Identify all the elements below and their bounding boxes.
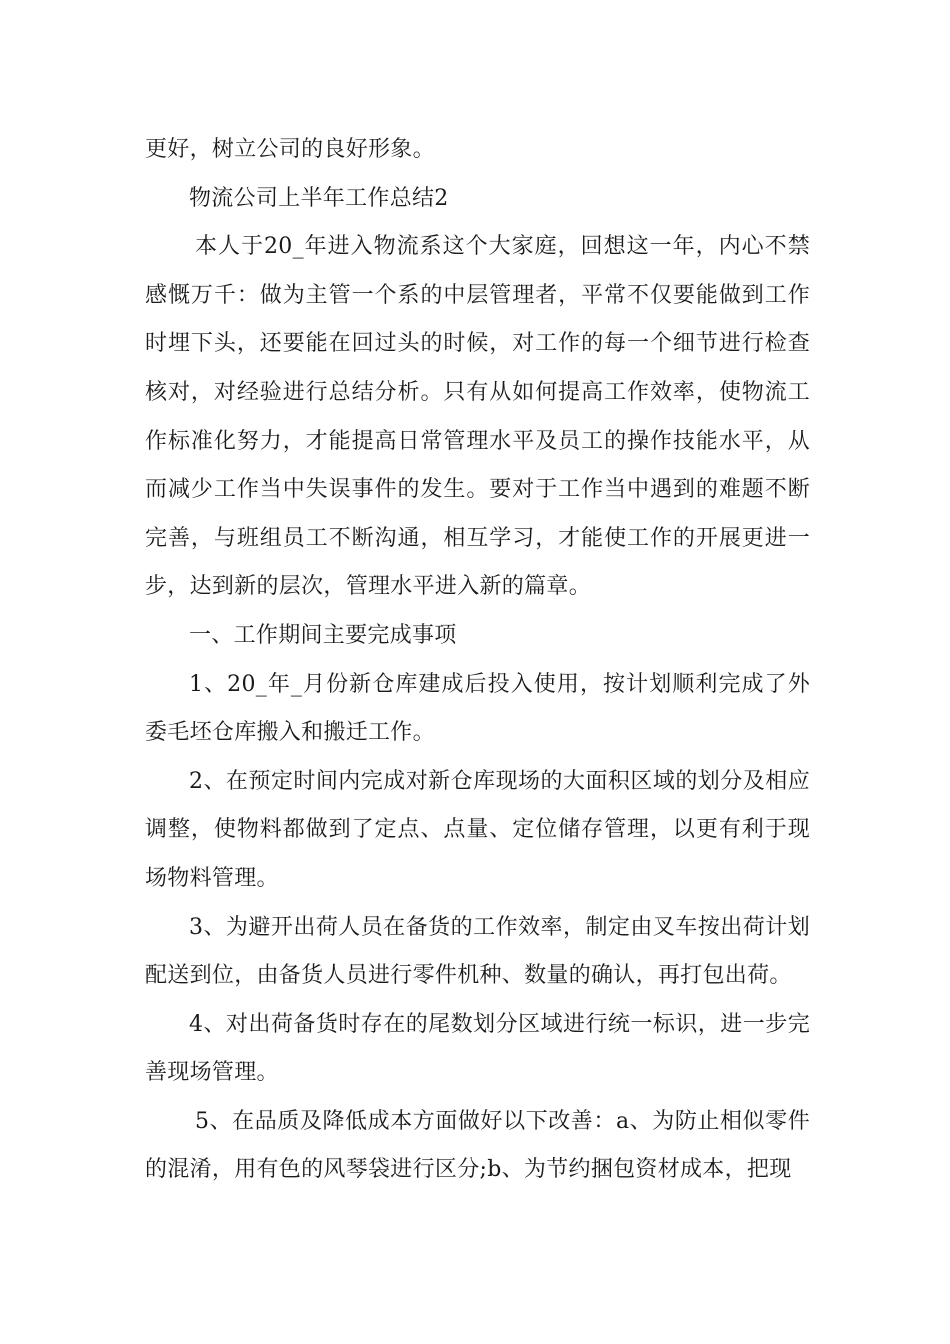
paragraph-continuation: 更好，树立公司的良好形象。	[145, 137, 435, 162]
list-item-2: 2、在预定时间内完成对新仓库现场的大面积区域的划分及相应调整，使物料都做到了定点、点量、定位储存管理，以更有利于现场物料管理。	[145, 768, 810, 891]
list-item-4: 4、对出荷备货时存在的尾数划分区域进行统一标识，进一步完善现场管理。	[145, 1011, 810, 1086]
list-item-5: 5、在品质及降低成本方面做好以下改善：a、为防止相似零件的混淆，用有色的风琴袋进行区分;b、为节约捆包资材成本，把现	[145, 1108, 810, 1183]
paragraph-intro: 本人于20_年进入物流系这个大家庭，回想这一年，内心不禁感慨万千：做为主管一个系的中层管理者，平常不仅要能做到工作时埋下头，还要能在回过头的时候，对工作的每一个细节进行检查核对，对经验进行总结分析。只有从如何提高工作效率，使物流工作标准化努力，才能提高日常管理水平及员工的操作技能水平，从而减少工作当中失误事件的发生。要对于工作当中遇到的难题不断完善，与班组员工不断沟通，相互学习，才能使工作的开展更进一步，达到新的层次，管理水平进入新的篇章。	[145, 234, 810, 600]
section-title: 物流公司上半年工作总结2	[189, 185, 449, 211]
section-heading: 一、工作期间主要完成事项	[189, 622, 457, 648]
list-item-1: 1、20_年_月份新仓库建成后投入使用，按计划顺利完成了外委毛坯仓库搬入和搬迁工作。	[145, 671, 810, 746]
list-item-3: 3、为避开出荷人员在备货的工作效率，制定由叉车按出荷计划配送到位，由备货人员进行零件机种、数量的确认，再打包出荷。	[145, 914, 810, 989]
document-body	[145, 126, 810, 1195]
